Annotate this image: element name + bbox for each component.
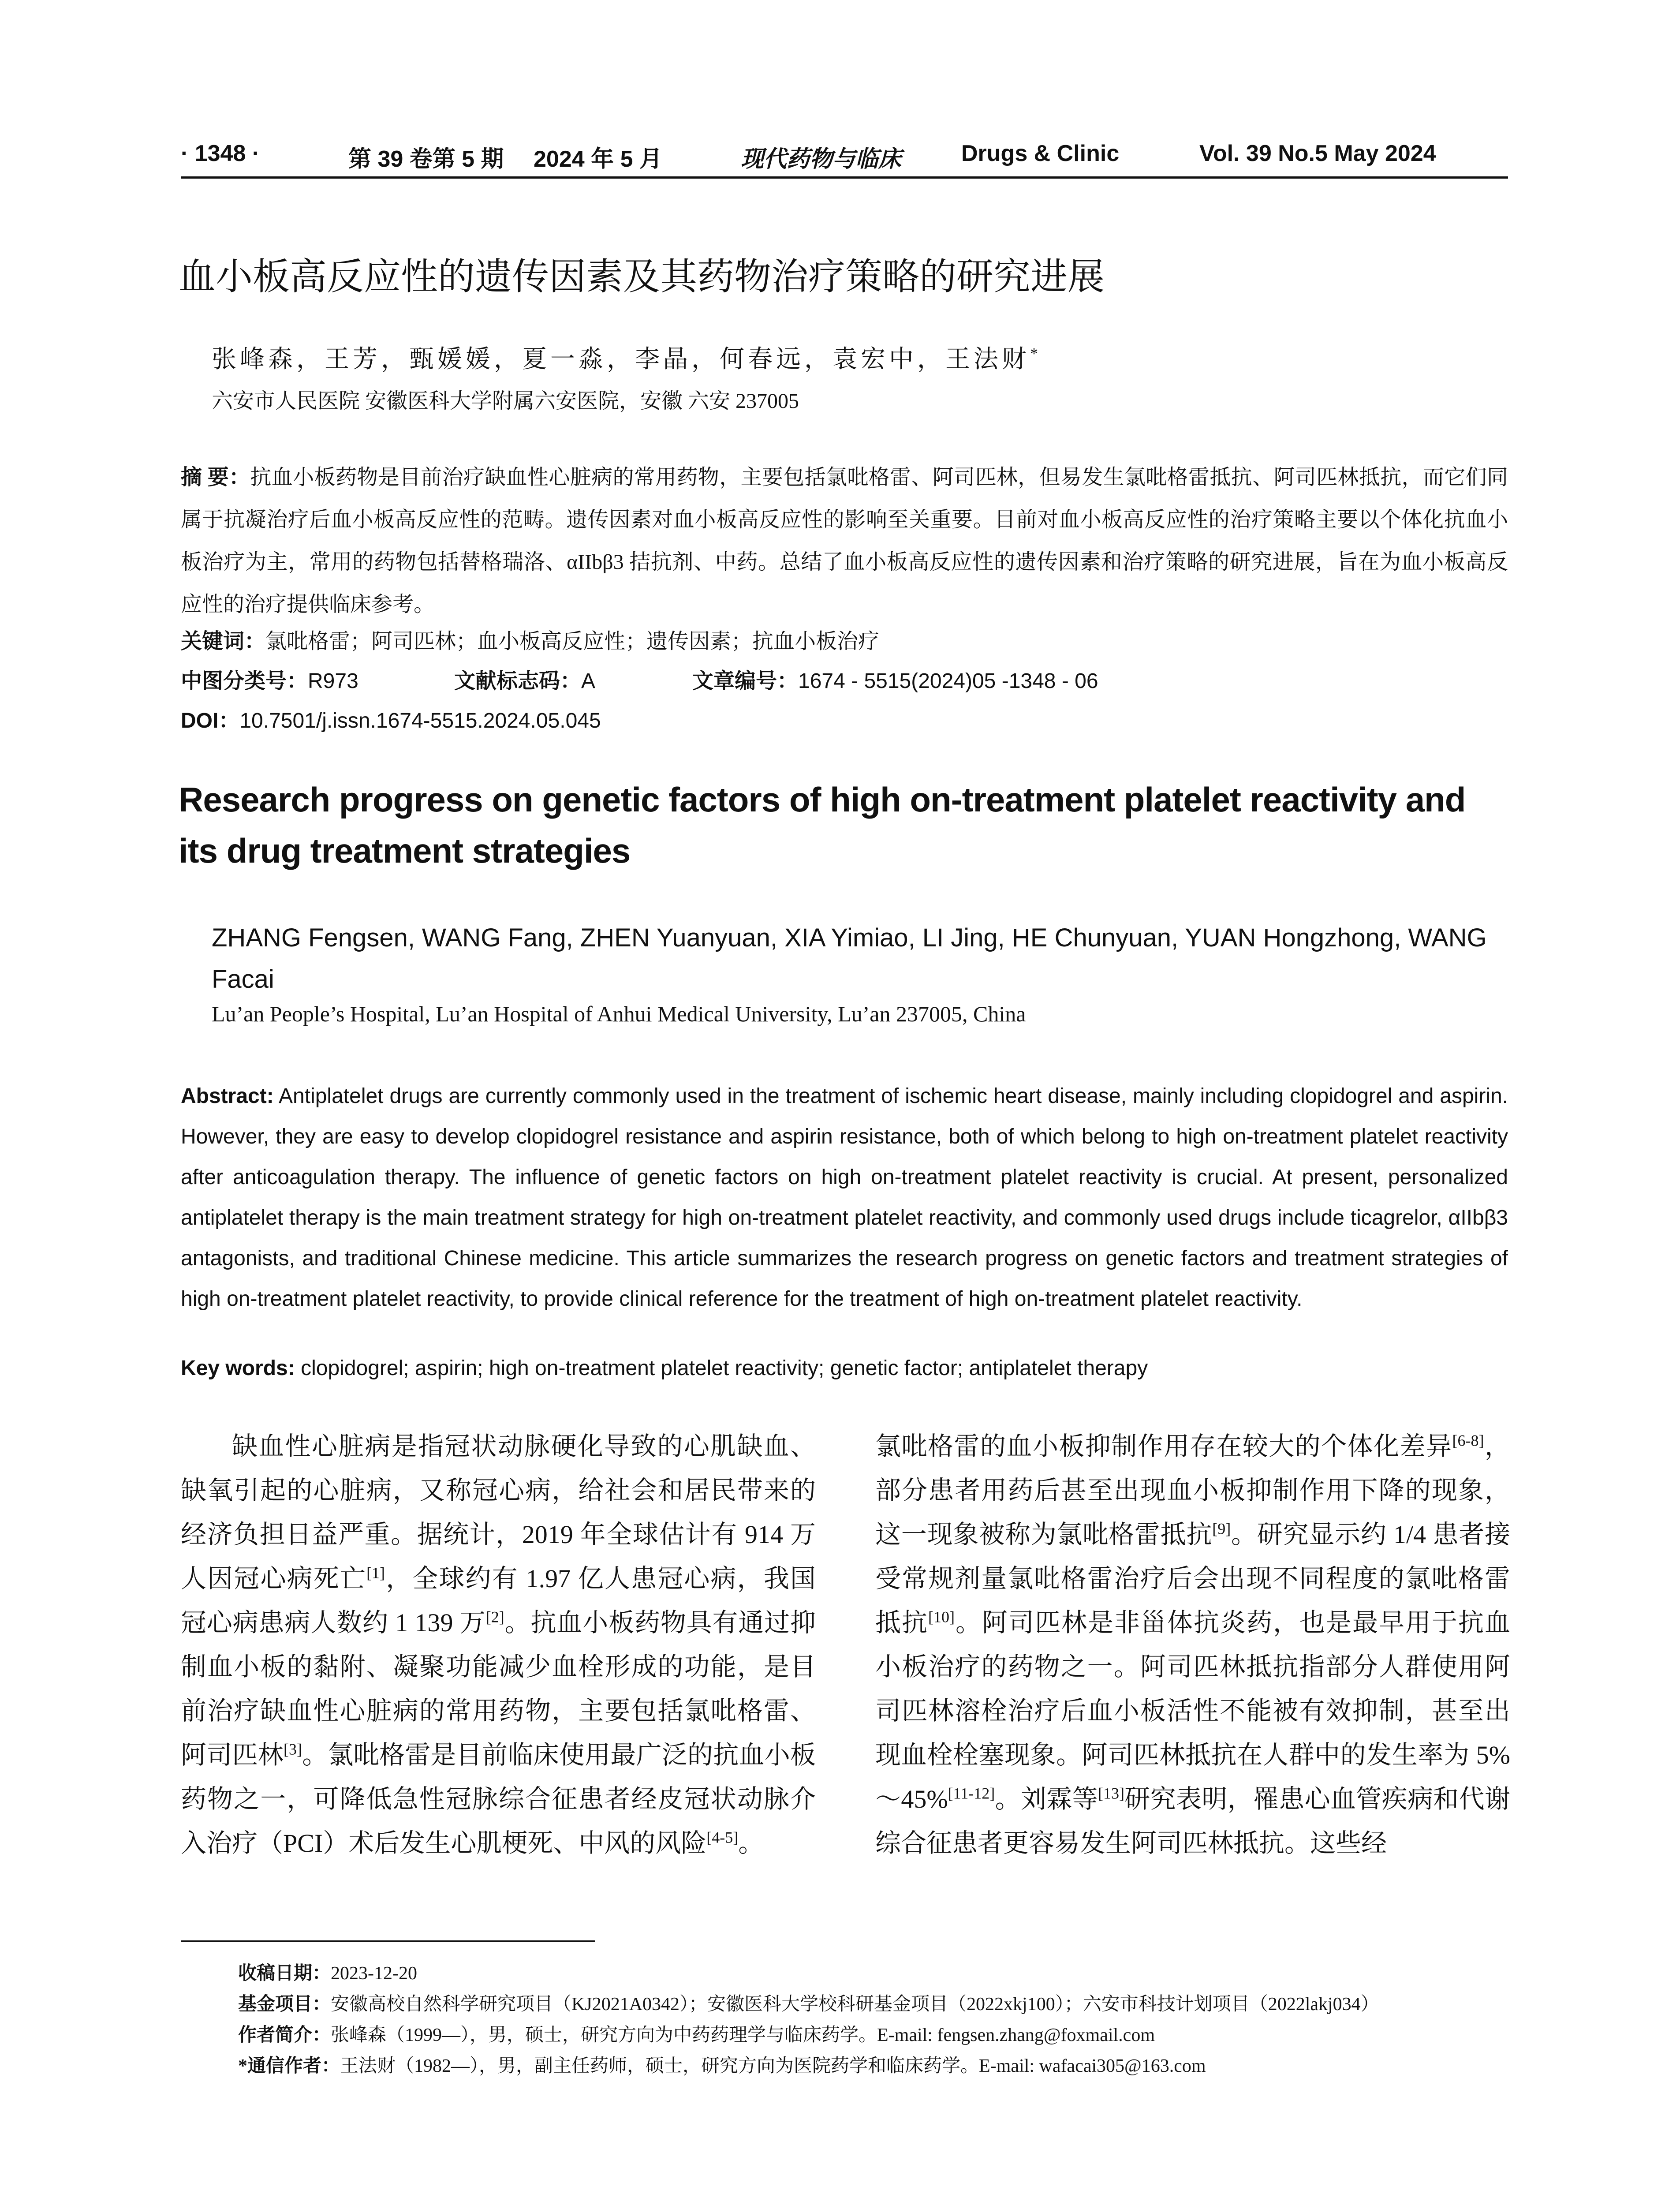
affiliation-cn: 六安市人民医院 安徽医科大学附属六安医院，安徽 六安 237005	[212, 389, 799, 413]
running-header	[181, 140, 1508, 176]
citation-ref[interactable]: [4-5]	[706, 1828, 739, 1846]
footnote-item	[238, 2020, 1508, 2051]
footnote-rule	[181, 1940, 595, 1942]
body-text-run: 。阿司匹林是非甾体抗炎药，也是最早用于抗血小板治疗的药物之一。阿司匹林抵抗指部分人群使用阿司匹林溶栓治疗后血小板活性不能被有效抑制，甚至出现血栓栓塞现象。阿司匹林抵抗在人群中的发生率为 5%～45%	[875, 1608, 1510, 1813]
citation-ref[interactable]: [10]	[928, 1608, 955, 1626]
body-text-run: 。	[738, 1829, 764, 1857]
footnote-label: *通信作者：	[238, 2056, 340, 2076]
footnotes	[238, 1958, 1508, 2082]
body-text-run: 。刘霖等	[995, 1785, 1098, 1813]
authors-cn: 张峰森，王芳，甄媛媛，夏一淼，李晶，何春远，袁宏中，王法财	[212, 346, 1030, 373]
doi-line	[181, 703, 601, 734]
journal-name-cn: 现代药物与临床	[741, 147, 902, 172]
body-text-run: 缺血性心脏病是指冠状动脉硬化导致的心肌缺血、缺氧引起的心脏病，又称冠心病，给社会和居民带来的经济负担日益严重。据统计，2019 年全球估计有 914 万人因冠心病死亡	[181, 1432, 816, 1593]
article-title-en: Research progress on genetic factors of high on-treatment platelet reactivity and its drug treatment strategies	[179, 780, 1466, 870]
doccode-label: 文献标志码：	[454, 669, 582, 693]
header-rule	[181, 176, 1508, 179]
body-text-run: 。研究显示约 1/4 患者接受常规剂量氯吡格雷治疗后会出现不同程度的氯吡格雷抵抗	[875, 1520, 1510, 1637]
class-value: R973	[308, 669, 358, 693]
corresponding-mark: *	[1030, 344, 1042, 363]
keywords-text-en: clopidogrel; aspirin; high on-treatment platelet reactivity; genetic factor; antiplatelet therapy	[301, 1357, 1148, 1380]
keywords-text-cn: 氯吡格雷；阿司匹林；血小板高反应性；遗传因素；抗血小板治疗	[265, 630, 880, 653]
abstract-en	[181, 1076, 1508, 1319]
body-text-run: 。抗血小板药物具有通过抑制血小板的黏附、凝聚功能减少血栓形成的功能，是目前治疗缺血性心脏病的常用药物，主要包括氯吡格雷、阿司匹林	[181, 1608, 816, 1769]
footnote-item	[238, 1989, 1508, 2020]
classification-line	[181, 664, 1098, 694]
body-text-run: 氯吡格雷的血小板抑制作用存在较大的个体化差异	[875, 1432, 1452, 1461]
footnote-text: 2023-12-20	[331, 1963, 417, 1984]
page-number: · 1348 ·	[181, 141, 260, 166]
author-list-cn	[212, 340, 1042, 375]
abstract-label-cn: 摘 要：	[181, 466, 250, 489]
citation-ref[interactable]: [3]	[284, 1740, 302, 1758]
citation-ref[interactable]: [6-8]	[1452, 1431, 1484, 1450]
body-text-run: ，部分患者用药后甚至出现血小板抑制作用下降的现象，这一现象被称为氯吡格雷抵抗	[875, 1432, 1510, 1549]
keywords-en	[181, 1356, 1508, 1380]
footnote-item	[238, 1958, 1508, 1989]
article-number-label: 文章编号：	[692, 669, 799, 693]
body-text-run: ，全球约有 1.97 亿人患冠心病，我国冠心病患病人数约 1 139 万	[181, 1564, 816, 1637]
publication-date-cn: 2024 年 5 月	[534, 146, 662, 172]
volume-issue-en: Vol. 39 No.5 May 2024	[1199, 141, 1436, 166]
article-title-cn: 血小板高反应性的遗传因素及其药物治疗策略的研究进展	[179, 256, 1105, 297]
class-label: 中图分类号：	[181, 669, 308, 693]
journal-name-en: Drugs & Clinic	[961, 141, 1120, 166]
author-list-en: ZHANG Fengsen, WANG Fang, ZHEN Yuanyuan, XIA Yimiao, LI Jing, HE Chunyuan, YUAN Hongzhong, WANG Facai	[212, 923, 1487, 994]
body-text-run: 。氯吡格雷是目前临床使用最广泛的抗血小板药物之一，可降低急性冠脉综合征患者经皮冠状动脉介入治疗（PCI）术后发生心肌梗死、中风的风险	[181, 1741, 816, 1857]
footnote-label: 基金项目：	[238, 1994, 331, 2014]
affiliation-en: Lu’an People’s Hospital, Lu’an Hospital of Anhui Medical University, Lu’an 237005, China	[212, 1002, 1026, 1026]
footnote-item	[238, 2051, 1508, 2082]
article-number-value: 1674 - 5515(2024)05 -1348 - 06	[798, 669, 1098, 693]
body-column-left	[181, 1424, 816, 1865]
citation-ref[interactable]: [1]	[366, 1564, 385, 1582]
citation-ref[interactable]: [13]	[1098, 1784, 1124, 1802]
body-text-run: 研究表明，罹患心血管疾病和代谢综合征患者更容易发生阿司匹林抵抗。这些经	[875, 1785, 1510, 1857]
footnote-label: 收稿日期：	[238, 1963, 331, 1984]
keywords-label-en: Key words:	[181, 1357, 295, 1380]
footnote-label: 作者简介：	[238, 2025, 331, 2045]
doi-label: DOI：	[181, 709, 240, 733]
abstract-text-cn: 抗血小板药物是目前治疗缺血性心脏病的常用药物，主要包括氯吡格雷、阿司匹林，但易发生氯吡格雷抵抗、阿司匹林抵抗，而它们同属于抗凝治疗后血小板高反应性的范畴。遗传因素对血小板高反应性的影响至关重要。目前对血小板高反应性的治疗策略主要以个体化抗血小板治疗为主，常用的药物包括替格瑞洛、αIIbβ3 拮抗剂、中药。总结了血小板高反应性的遗传因素和治疗策略的研究进展，旨在为血小板高反应性的治疗提供临床参考。	[181, 466, 1508, 616]
body-column-right	[875, 1424, 1510, 1865]
abstract-cn	[181, 456, 1508, 626]
doi-value[interactable]: 10.7501/j.issn.1674-5515.2024.05.045	[239, 709, 601, 733]
abstract-text-en: Antiplatelet drugs are currently commonly used in the treatment of ischemic heart disease, mainly including clopidogrel and aspirin. However, they are easy to develop clopidogrel resistance and aspirin resistance, both of which belong to high on-treatment platelet reactivity after anticoagulation therapy. The influence of genetic factors on high on-treatment platelet reactivity is crucial. At present, personalized antiplatelet therapy is the main treatment strategy for high on-treatment platelet reactivity, and commonly used drugs include ticagrelor, αIIbβ3 antagonists, and traditional Chinese medicine. This article summarizes the research progress on genetic factors and treatment strategies of high on-treatment platelet reactivity, to provide clinical reference for the treatment of high on-treatment platelet reactivity.	[181, 1084, 1508, 1311]
citation-ref[interactable]: [9]	[1212, 1520, 1231, 1538]
abstract-label-en: Abstract:	[181, 1084, 274, 1108]
doccode-value: A	[581, 669, 596, 693]
keywords-label-cn: 关键词：	[181, 630, 266, 653]
footnote-text: 王法财（1982—），男，副主任药师，硕士，研究方向为医院药学和临床药学。E-mail: wafacai305@163.com	[340, 2056, 1206, 2076]
footnote-text: 安徽高校自然科学研究项目（KJ2021A0342）；安徽医科大学校科研基金项目（2022xkj100）；六安市科技计划项目（2022lakj034）	[331, 1994, 1379, 2014]
volume-issue-cn: 第 39 卷第 5 期	[348, 146, 504, 172]
footnote-text: 张峰森（1999—），男，硕士，研究方向为中药药理学与临床药学。E-mail: fengsen.zhang@foxmail.com	[331, 2025, 1155, 2045]
citation-ref[interactable]: [11-12]	[948, 1784, 995, 1802]
keywords-cn	[181, 624, 879, 654]
citation-ref[interactable]: [2]	[485, 1608, 504, 1626]
